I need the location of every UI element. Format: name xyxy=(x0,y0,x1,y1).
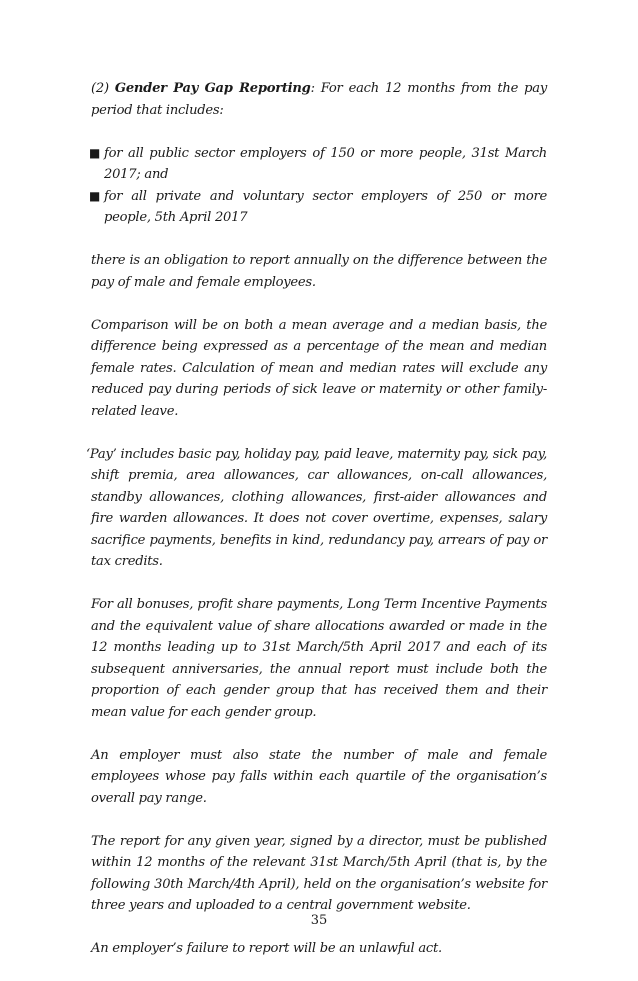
section-number: (2) xyxy=(91,81,109,96)
bullet-text: for all public sector employers of 150 or more people, 31st March 2017; and xyxy=(104,145,547,182)
section-intro: : For each 12 months from the pay period that includes: xyxy=(91,81,548,118)
paragraph-obligation: there is an obligation to report annually on the difference between the pay of male and female employees. xyxy=(91,253,547,290)
section-heading-paragraph xyxy=(91,78,547,121)
bullet-icon: ■ xyxy=(89,145,101,160)
document-body xyxy=(86,78,548,981)
paragraph-comparison: Comparison will be on both a mean average and a median basis, the difference being expressed as a percentage of the mean and median female rates. Calculation of mean and median rates will exclude any reduced pay during periods of sick leave or maternity or other family-related leave. xyxy=(91,317,547,419)
paragraph-unlawful-act: An employer’s failure to report will be an unlawful act. xyxy=(91,941,442,956)
paragraph-quartiles: An employer must also state the number of male and female employees whose pay falls within each quartile of the organisation’s overall pay range. xyxy=(91,747,547,806)
bullet-text: for all private and voluntary sector employers of 250 or more people, 5th April 2017 xyxy=(104,188,547,225)
section-title: Gender Pay Gap Reporting xyxy=(114,81,311,96)
bullet-icon: ■ xyxy=(89,188,101,203)
paragraph-pay-definition: ‘Pay’ includes basic pay, holiday pay, paid leave, maternity pay, sick pay, shift premia, area allowances, car allowances, on-call allowances, standby allowances, clothing allowances, first-aider allowances and fire warden allowances. It does not cover overtime, expenses, salary sacrifice payments, benefits in kind, redundancy pay, arrears of pay or tax credits. xyxy=(86,446,547,569)
page-number: 35 xyxy=(310,913,328,928)
paragraph-bonuses: For all bonuses, profit share payments, Long Term Incentive Payments and the equivalent value of share allocations awarded or made in the 12 months leading up to 31st March/5th April 2017 and each of its subsequent anniversaries, the annual report must include both the proportion of each gender group that has received them and their mean value for each gender group. xyxy=(91,597,547,720)
bullet-list xyxy=(91,143,547,229)
list-item xyxy=(91,143,547,186)
paragraph-report-publication: The report for any given year, signed by a director, must be published within 12 months of the relevant 31st March/5th April (that is, by the following 30th March/4th April), held on the organisation’s website for three years and uploaded to a central government website. xyxy=(91,833,547,913)
list-item xyxy=(91,186,547,229)
